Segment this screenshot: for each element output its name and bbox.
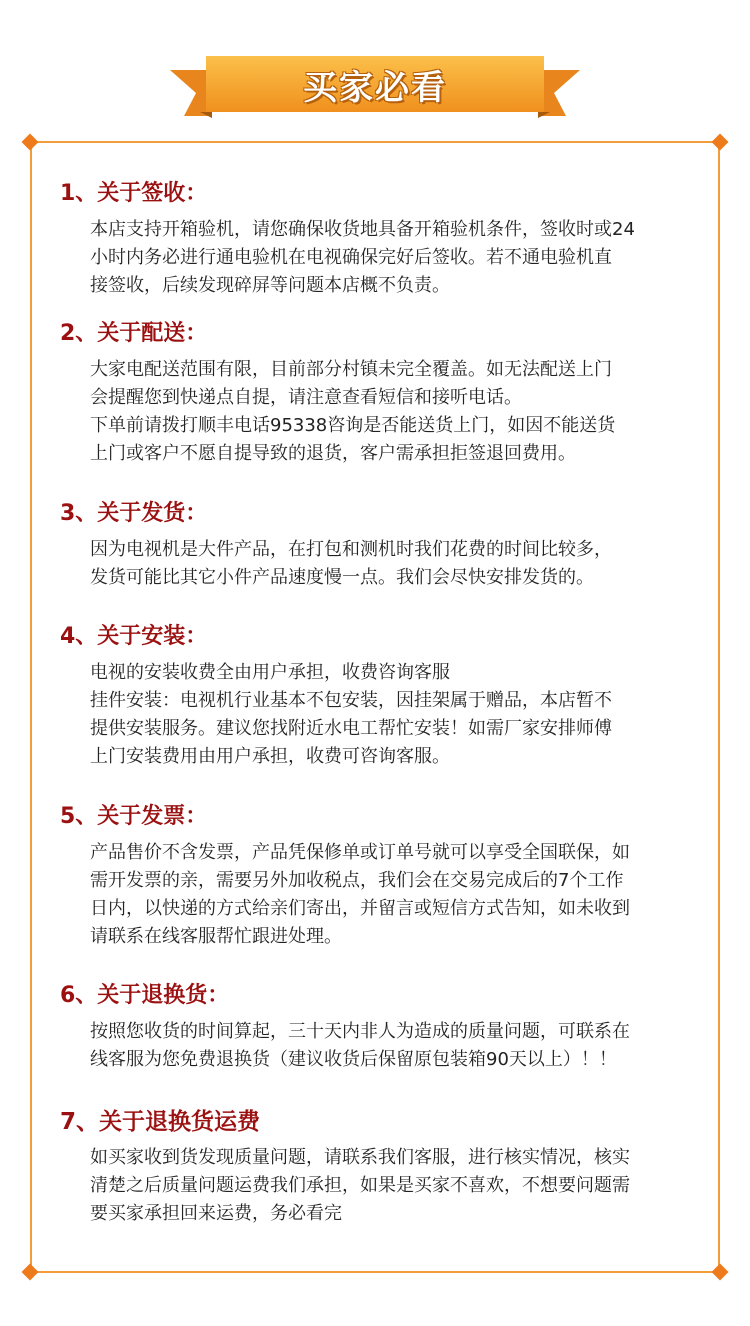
section-return-shipping-fee [60,1106,630,1228]
section-heading: 2、关于配送： [60,321,208,346]
section-body: 产品售价不含发票，产品凭保修单或订单号就可以享受全国联保，如 需开发票的亲，需要另外加收税点，我们会在交易完成后的7个工作 日内，以快递的方式给亲们寄出，并留言或短信方式告知，如未收到 请联系在线客服帮忙跟进处理。 [90,842,630,947]
section-body: 大家电配送范围有限，目前部分村镇未完全覆盖。如无法配送上门 会提醒您到快递点自提，请注意查看短信和接听电话。 下单前请拨打顺丰电话95338咨询是否能送货上门，如因不能送货 上门或客户不愿自提导致的退货，客户需承担拒签退回费用。 [90,359,616,464]
section-body: 因为电视机是大件产品，在打包和测机时我们花费的时间比较多， 发货可能比其它小件产品速度慢一点。我们会尽快安排发货的。 [90,539,612,588]
section-delivery [60,318,615,468]
section-heading: 4、关于安装： [60,624,208,649]
section-heading: 5、关于发票： [60,804,208,829]
section-body: 按照您收货的时间算起，三十天内非人为造成的质量问题，可联系在 线客服为您免费退换货（建议收货后保留原包装箱90天以上）！！ [90,1021,630,1070]
banner-title: 买家必看 [303,67,447,108]
section-shipping [60,498,612,592]
section-body: 电视的安装收费全由用户承担，收费咨询客服 挂件安装：电视机行业基本不包安装，因挂架属于赠品，本店暂不 提供安装服务。建议您找附近水电工帮忙安装！如需厂家安排师傅 上门安装费用由用户承担，收费可咨询客服。 [90,662,612,767]
section-heading: 6、关于退换货： [60,983,230,1008]
section-installation [60,621,612,771]
section-heading: 3、关于发货： [60,501,208,526]
section-body: 本店支持开箱验机，请您确保收货地具备开箱验机条件，签收时或24 小时内务必进行通电验机在电视确保完好后签收。若不通电验机直 接签收，后续发现碎屏等问题本店概不负责。 [90,219,635,296]
section-heading: 1、关于签收： [60,181,208,206]
section-returns [60,980,630,1074]
section-signing [60,178,635,300]
section-heading: 7、关于退换货运费 [60,1109,261,1135]
section-invoice [60,801,630,951]
title-banner [170,56,580,118]
section-body: 如买家收到货发现质量问题，请联系我们客服，进行核实情况，核实 清楚之后质量问题运费我们承担，如果是买家不喜欢，不想要问题需 要买家承担回来运费，务必看完 [90,1147,630,1224]
